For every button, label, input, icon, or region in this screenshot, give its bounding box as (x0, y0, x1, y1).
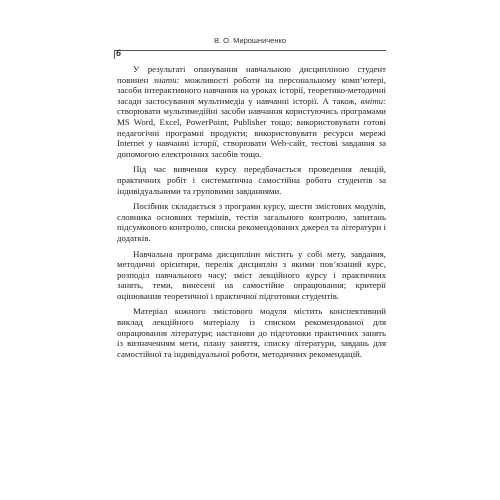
body-text (117, 64, 386, 364)
paragraph-text: можливості роботи на персональному комп’ютері, засоби інтерактивного навчання на уроках історії, теоретико-методичні засади застосування мультимедіа у навчанні історії. А також, (117, 74, 386, 106)
paragraph-4 (117, 249, 386, 302)
paragraph-2 (117, 164, 386, 196)
paragraph-text: Матеріал кожного змістового модуля містить конспективний виклад лекційного матеріалу із списком рекомендованої для опрацювання літератури; настанови до підготовки практичних занять із визначенням мети, плану заняття, списку літератури, завдань для самостійної та індивідуальної роботи, методичних рекомендацій. (117, 306, 386, 359)
page-number-rule (114, 50, 115, 59)
emphasized-term: вміти: (360, 95, 386, 106)
header-rule (114, 50, 386, 51)
paragraph-text: створювати мультимедійні засоби навчання користуючись програмами MS Word, Excel, PowerPoint, Publisher тощо; використовувати готові педагогічні програмні продукти; використовувати ресурси мережі Internet у навчанні історії, створювати Web-сайт, тестові завдання за допомогою електронних засобів тощо. (117, 106, 386, 159)
paragraph-3 (117, 201, 386, 243)
paragraph-text: У результаті опанування навчальною дисципліною студент повинен (117, 64, 386, 85)
page-number: 6 (116, 48, 122, 58)
header-author: В. О. Мирошниченко (213, 36, 287, 45)
paragraph-text: Навчальна програма дисципліни містить у собі мету, завдання, методичні орієнтири, перелік дисциплін з якими пов’язаний курс, розподіл навчального часу; зміст лекційного курсу і практичних занять, теми, винесені на самостійне опрацювання; критерії оцінювання теоретичної і практичної підготовки студентів. (117, 248, 386, 301)
paragraph-text: Посібник складається з програми курсу, шести змістових модулів, словника основних термінів, тестів загального контролю, запитань підсумкового контролю, списка рекомендованих джерел та літератури і додатків. (117, 201, 386, 243)
emphasized-term: знати: (153, 74, 180, 85)
running-header (114, 36, 386, 50)
paragraph-text: Під час вивчення курсу передбачається проведення лекцій, практичних робіт і систематична самостійна робота студентів за індивідуальними та груповими завданнями. (117, 164, 386, 196)
paragraph-5 (117, 306, 386, 359)
paragraph-1 (117, 64, 386, 159)
